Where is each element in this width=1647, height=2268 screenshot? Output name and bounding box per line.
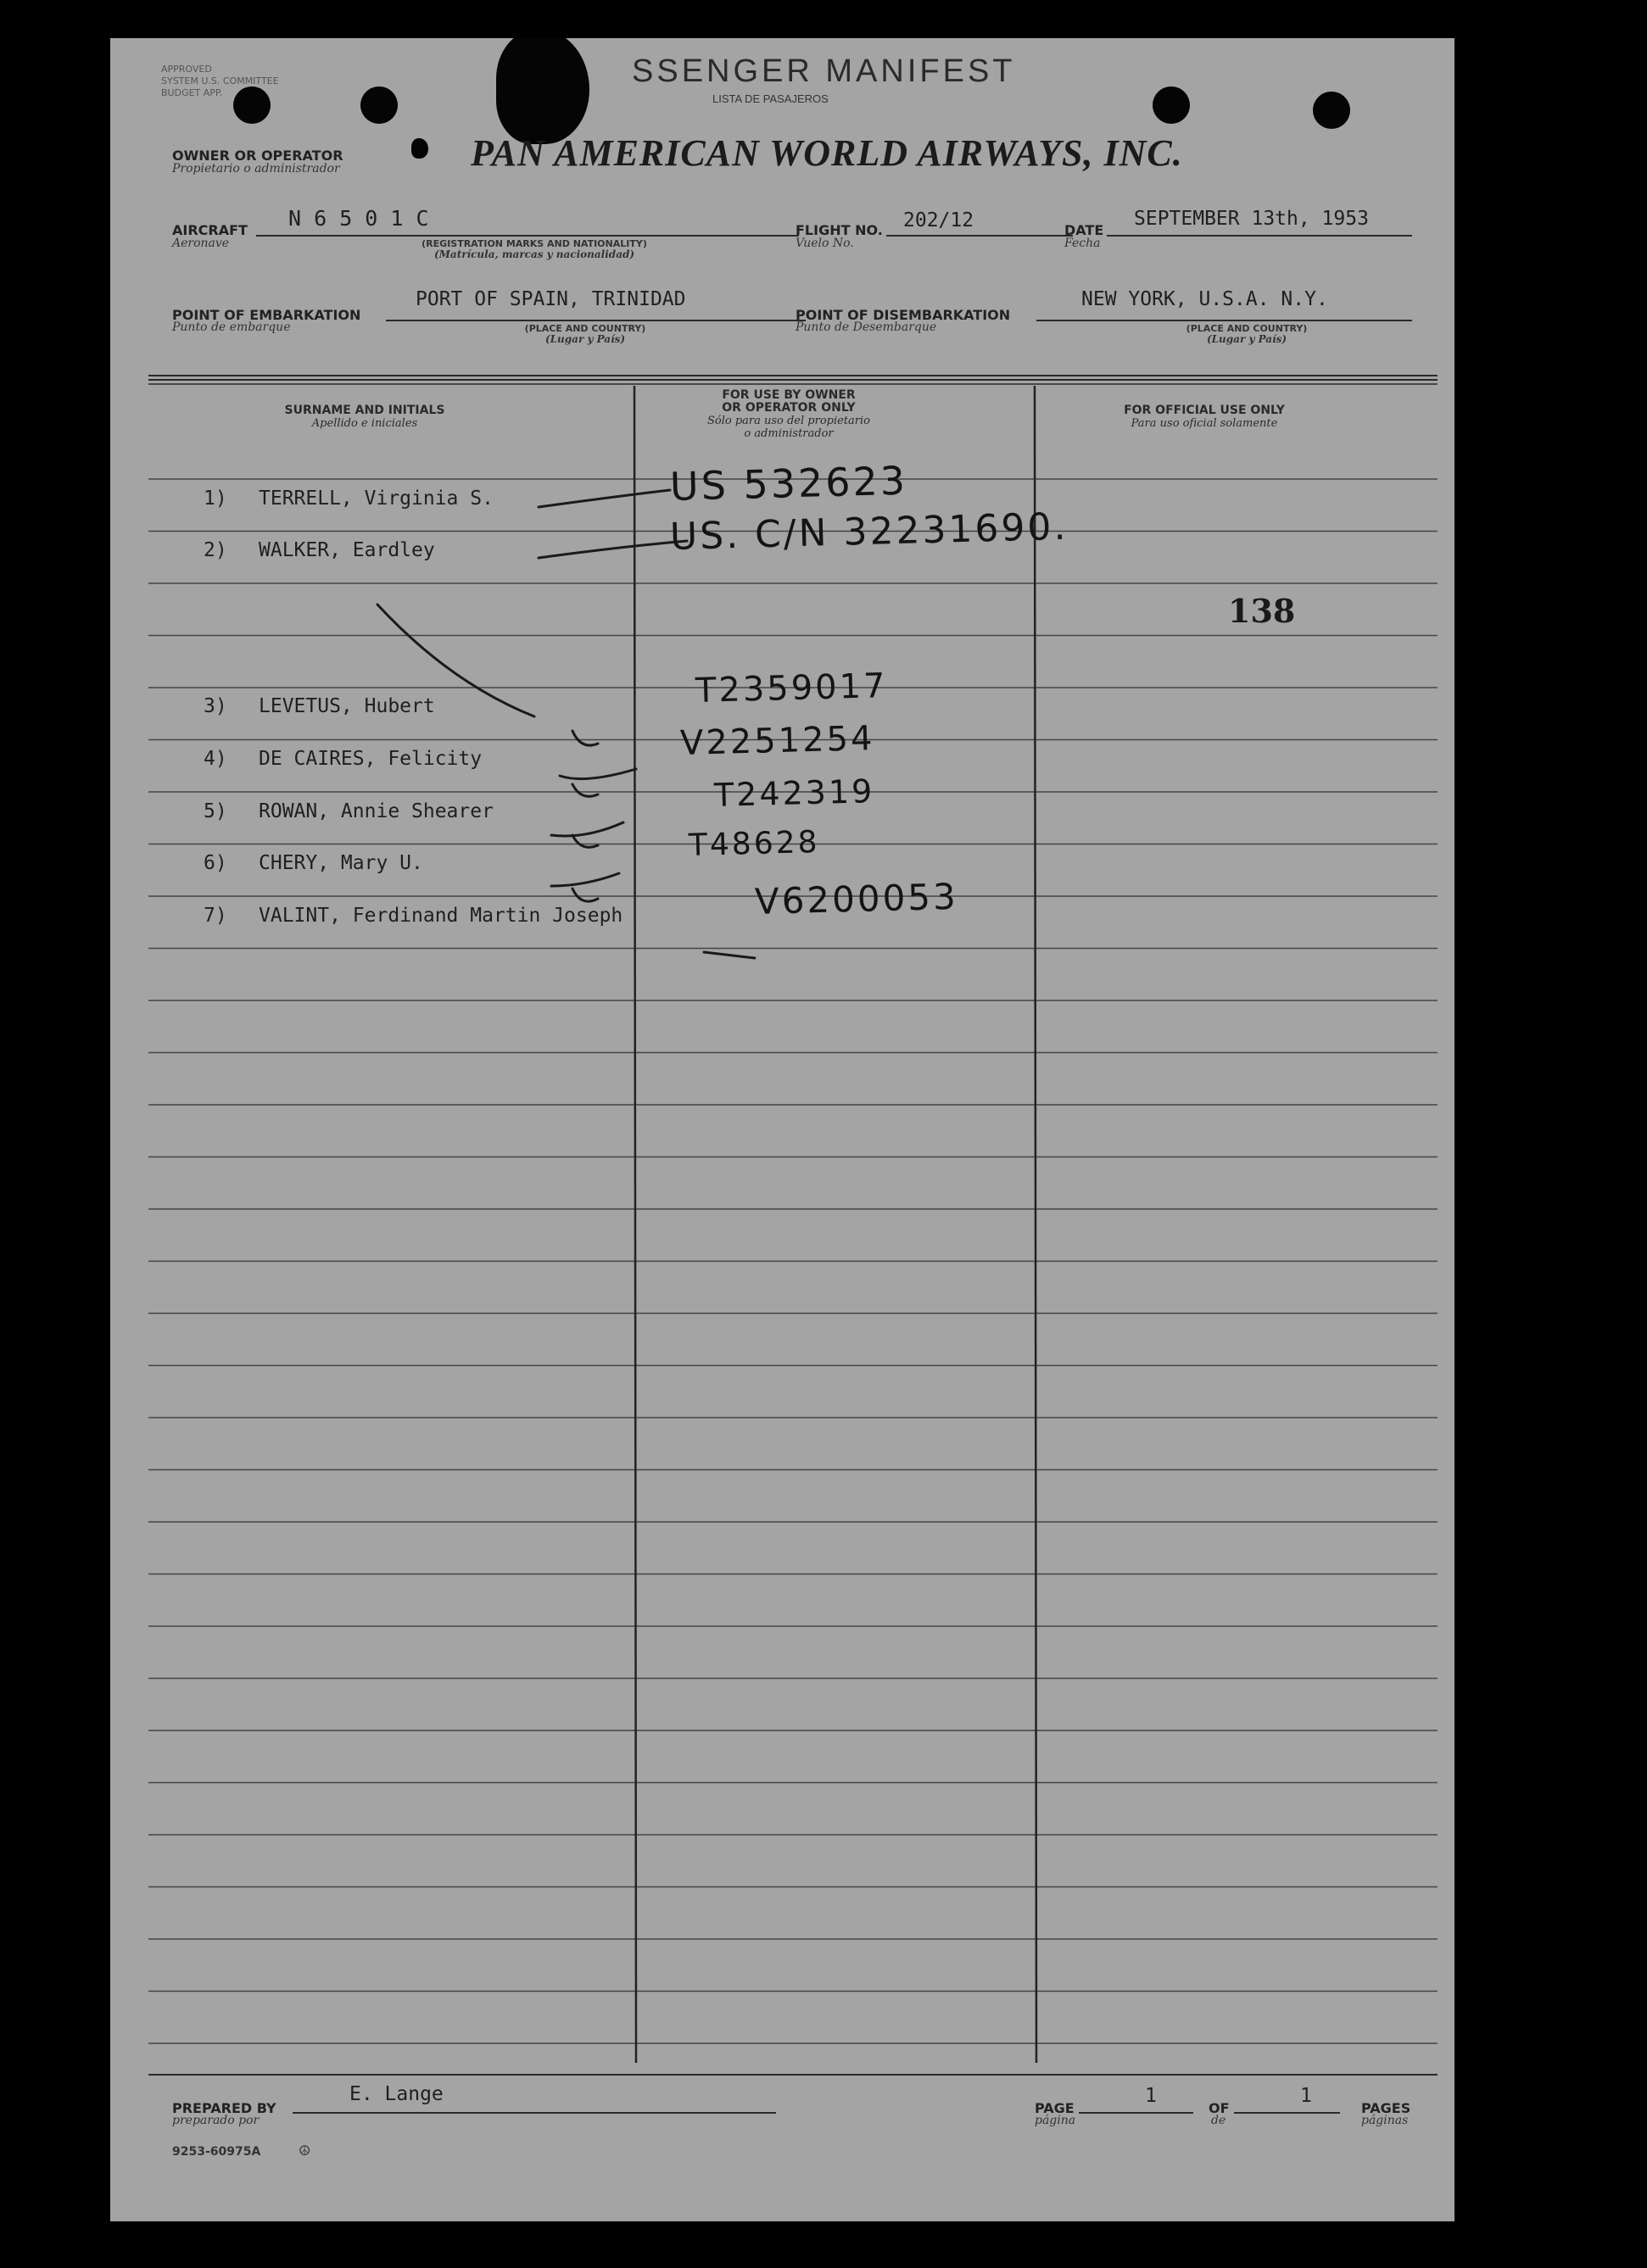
- page-underline: [1079, 2112, 1193, 2114]
- flight-label: FLIGHT NO.: [796, 222, 883, 238]
- ruled-grid: [110, 38, 1454, 2221]
- column-divider: [634, 386, 636, 2063]
- of-label-es: de: [1211, 2114, 1226, 2127]
- passport-number: T2359017: [695, 666, 889, 710]
- passenger-name: TERRELL, Virginia S.: [259, 488, 494, 510]
- company-name: PAN AMERICAN WORLD AIRWAYS, INC.: [471, 132, 1183, 174]
- disembarkation-label: POINT OF DISEMBARKATION: [796, 307, 1011, 323]
- owner-use-header-2: OR OPERATOR ONLY: [722, 401, 856, 415]
- prepared-by-value: E. Lange: [349, 2083, 444, 2105]
- pen-check-mark: [572, 731, 598, 745]
- surname-header: SURNAME AND INITIALS: [284, 404, 445, 417]
- form-subtitle: LISTA DE PASAJEROS: [712, 92, 829, 105]
- passenger-name: LEVETUS, Hubert: [259, 695, 435, 717]
- owner-label-es: Propietario o administrador: [172, 162, 340, 176]
- passenger-name: CHERY, Mary U.: [259, 852, 423, 874]
- passport-number: V6200053: [754, 875, 959, 922]
- prepared-by-label: PREPARED BY: [172, 2100, 276, 2116]
- passenger-name: WALKER, Eardley: [259, 539, 435, 561]
- form-code: 9253-60975A: [172, 2145, 261, 2159]
- passenger-name: ROWAN, Annie Shearer: [259, 800, 494, 822]
- page-label-es: página: [1035, 2114, 1076, 2127]
- passenger-number: 5): [204, 800, 227, 822]
- passenger-number: 1): [204, 488, 227, 510]
- place-caption: (PLACE AND COUNTRY): [524, 323, 646, 334]
- printer-mark-icon: ☮: [299, 2143, 311, 2159]
- pen-connector-stroke: [551, 822, 623, 836]
- owner-use-column-header: [662, 389, 916, 440]
- column-divider: [1035, 386, 1036, 2063]
- disembarkation-label-es: Punto de Desembarque: [796, 320, 937, 334]
- owner-use-header-es-2: o administrador: [744, 427, 834, 440]
- date-value: SEPTEMBER 13th, 1953: [1134, 208, 1369, 230]
- approval-line: SYSTEM U.S. COMMITTEE: [161, 75, 279, 86]
- pen-connector-stroke: [560, 769, 636, 779]
- embarkation-label-es: Punto de embarque: [172, 320, 291, 334]
- owner-use-header-es-1: Sólo para uso del propietario: [706, 415, 871, 427]
- passenger-number: 4): [204, 748, 227, 770]
- surname-header-es: Apellido e iniciales: [311, 417, 418, 430]
- owner-label: OWNER OR OPERATOR: [172, 148, 343, 164]
- pen-check-mark: [572, 784, 598, 796]
- official-column-header: [1077, 404, 1332, 430]
- flight-label-es: Vuelo No.: [796, 237, 854, 250]
- manifest-sheet: [110, 38, 1454, 2221]
- passport-number: V2251254: [679, 718, 876, 763]
- pages-label-es: páginas: [1361, 2114, 1409, 2127]
- of-label: OF: [1209, 2100, 1230, 2116]
- pen-connector-stroke: [539, 490, 670, 507]
- passport-number: US 532623: [669, 457, 908, 510]
- passenger-name: DE CAIRES, Felicity: [259, 748, 483, 770]
- prepared-by-label-es: preparado por: [172, 2114, 260, 2127]
- pen-connector-stroke: [539, 541, 687, 558]
- prepared-by-underline: [293, 2112, 776, 2114]
- of-value: 1: [1300, 2085, 1312, 2107]
- approval-line: APPROVED: [161, 64, 212, 75]
- place-caption-2-es: (Lugar y País): [1206, 333, 1287, 345]
- pages-label: PAGES: [1361, 2100, 1411, 2116]
- date-label-es: Fecha: [1064, 237, 1101, 250]
- official-header-es: Para uso oficial solamente: [1131, 417, 1278, 430]
- pen-connector-stroke: [551, 873, 619, 886]
- embarkation-value: PORT OF SPAIN, TRINIDAD: [416, 288, 686, 310]
- form-title: SSENGER MANIFEST: [632, 53, 1016, 89]
- place-caption-2: (PLACE AND COUNTRY): [1186, 323, 1308, 334]
- passport-number: T242319: [713, 772, 875, 814]
- registration-caption: (REGISTRATION MARKS AND NATIONALITY): [422, 238, 647, 249]
- passenger-number: 3): [204, 695, 227, 717]
- pen-connector-stroke: [704, 952, 755, 958]
- aircraft-label: AIRCRAFT: [172, 222, 248, 238]
- embarkation-label: POINT OF EMBARKATION: [172, 307, 361, 323]
- flight-value: 202/12: [903, 209, 974, 231]
- of-underline: [1234, 2112, 1340, 2114]
- page-label: PAGE: [1035, 2100, 1075, 2116]
- aircraft-value: N 6 5 0 1 C: [288, 206, 429, 231]
- date-label: DATE: [1064, 222, 1104, 238]
- official-stamp-number: 138: [1228, 592, 1296, 630]
- aircraft-label-es: Aeronave: [172, 237, 230, 250]
- passenger-number: 2): [204, 539, 227, 561]
- passport-number: US. C/N 32231690.: [669, 504, 1069, 559]
- registration-caption-es: (Matrícula, marcas y nacionalidad): [433, 248, 635, 260]
- approval-line: BUDGET APP.: [161, 87, 223, 98]
- place-caption-es: (Lugar y País): [544, 333, 626, 345]
- passenger-number: 7): [204, 905, 227, 927]
- official-header: FOR OFFICIAL USE ONLY: [1124, 404, 1285, 417]
- passport-number: T48628: [688, 824, 820, 863]
- pen-check-mark: [572, 889, 598, 901]
- passenger-name: VALINT, Ferdinand Martin Joseph: [259, 905, 623, 927]
- passenger-number: 6): [204, 852, 227, 874]
- surname-column-header: [237, 404, 492, 430]
- page-value: 1: [1145, 2085, 1157, 2107]
- pen-check-mark: [572, 835, 598, 847]
- owner-use-header-1: FOR USE BY OWNER: [722, 388, 856, 402]
- disembarkation-value: NEW YORK, U.S.A. N.Y.: [1081, 288, 1328, 310]
